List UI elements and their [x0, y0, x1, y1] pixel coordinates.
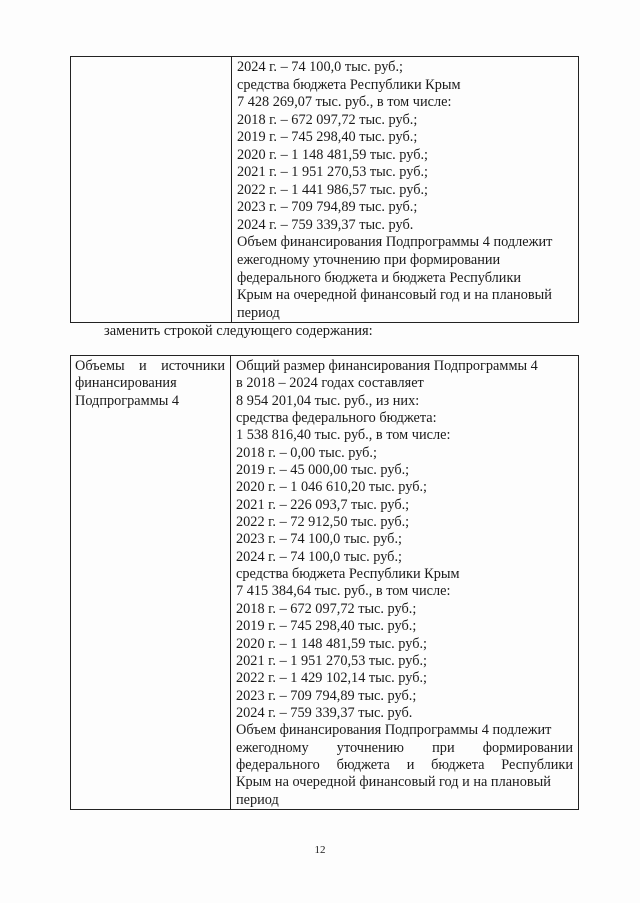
- row-header-line: Подпрограммы 4: [75, 392, 180, 409]
- table-row: [71, 356, 579, 810]
- table-line: 2018 г. – 672 097,72 тыс. руб.;: [237, 111, 418, 128]
- table-line: Крым на очередной финансовый год и на плановый: [236, 774, 551, 791]
- table-cell-right: [231, 356, 579, 810]
- table-cell-left: [71, 57, 232, 323]
- table-line: средства бюджета Республики Крым: [236, 566, 460, 583]
- table-line: 1 538 816,40 тыс. руб., в том числе:: [236, 427, 451, 444]
- table-line: 2024 г. – 74 100,0 тыс. руб.;: [237, 59, 403, 75]
- table-line: федерального бюджета и бюджета Республики: [236, 756, 573, 773]
- table-line: 2020 г. – 1 148 481,59 тыс. руб.;: [236, 635, 428, 652]
- table-line: 2021 г. – 226 093,7 тыс. руб.;: [236, 496, 410, 513]
- table-line: 2018 г. – 672 097,72 тыс. руб.;: [236, 600, 417, 617]
- table-line: ежегодному уточнению при формировании: [236, 739, 573, 756]
- top-table-fragment: [70, 56, 579, 323]
- table-cell-right: [232, 57, 579, 323]
- bottom-table: [70, 355, 579, 810]
- table-row: [71, 57, 579, 323]
- table-line: федерального бюджета и бюджета Республики: [237, 269, 522, 286]
- page-number: 12: [314, 844, 326, 856]
- table-line: Объем финансирования Подпрограммы 4 подлежит: [237, 234, 553, 251]
- table-line: 2022 г. – 1 441 986,57 тыс. руб.;: [237, 181, 429, 198]
- table-line: 2024 г. – 759 339,37 тыс. руб.: [237, 216, 414, 233]
- row-header-line: Объемы и источники: [75, 358, 225, 374]
- table-line: период: [236, 791, 279, 808]
- table-line: ежегодному уточнению при формировании: [237, 252, 501, 269]
- table-line: 2021 г. – 1 951 270,53 тыс. руб.;: [237, 164, 429, 181]
- table-line: 2019 г. – 745 298,40 тыс. руб.;: [236, 618, 417, 635]
- table-line: 2024 г. – 759 339,37 тыс. руб.: [236, 704, 413, 721]
- table-line: 2024 г. – 74 100,0 тыс. руб.;: [236, 548, 402, 565]
- table-line: 2022 г. – 72 912,50 тыс. руб.;: [236, 514, 410, 531]
- table-line: 2019 г. – 745 298,40 тыс. руб.;: [237, 129, 418, 146]
- table-line: в 2018 – 2024 годах составляет: [236, 375, 424, 392]
- table-line: 7 428 269,07 тыс. руб., в том числе:: [237, 94, 452, 111]
- table-line: 2022 г. – 1 429 102,14 тыс. руб.;: [236, 670, 428, 687]
- replacement-instruction: заменить строкой следующего содержания:: [104, 323, 373, 339]
- table-cell-left: [71, 356, 231, 810]
- table-line: 2019 г. – 45 000,00 тыс. руб.;: [236, 462, 410, 479]
- table-line: 2018 г. – 0,00 тыс. руб.;: [236, 444, 377, 461]
- table-line: 2020 г. – 1 046 610,20 тыс. руб.;: [236, 479, 428, 496]
- table-line: 2020 г. – 1 148 481,59 тыс. руб.;: [237, 146, 429, 163]
- table-line: 2023 г. – 709 794,89 тыс. руб.;: [237, 199, 418, 216]
- table-line: средства федерального бюджета:: [236, 410, 437, 427]
- table-line: 8 954 201,04 тыс. руб., из них:: [236, 392, 420, 409]
- table-line: 2021 г. – 1 951 270,53 тыс. руб.;: [236, 652, 428, 669]
- table-line: период: [237, 304, 280, 321]
- row-header-line: финансирования: [75, 375, 177, 392]
- table-line: 2023 г. – 709 794,89 тыс. руб.;: [236, 687, 417, 704]
- table-line: 7 415 384,64 тыс. руб., в том числе:: [236, 583, 451, 600]
- table-line: средства бюджета Республики Крым: [237, 76, 461, 93]
- table-line: Крым на очередной финансовый год и на плановый: [237, 287, 552, 304]
- table-line: Объем финансирования Подпрограммы 4 подлежит: [236, 722, 552, 739]
- table-line: 2023 г. – 74 100,0 тыс. руб.;: [236, 531, 402, 548]
- table-line: Общий размер финансирования Подпрограммы 4: [236, 358, 538, 374]
